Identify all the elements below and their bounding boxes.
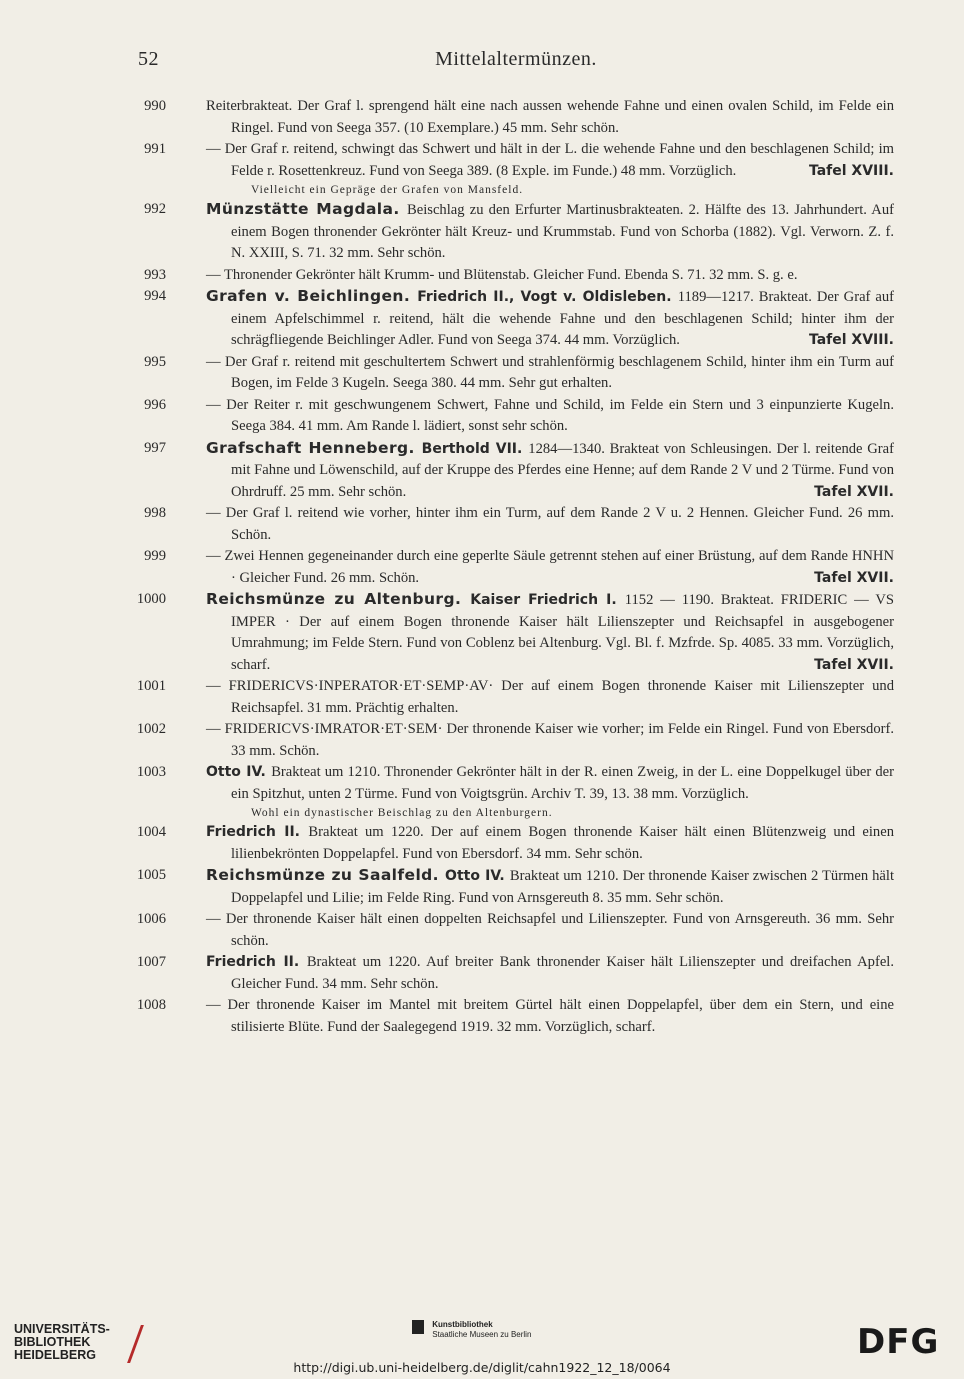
- catalog-entry: [120, 265, 894, 287]
- catalog-entry: [120, 719, 894, 762]
- catalog-entry: [120, 139, 894, 199]
- entry-number: 1005: [136, 867, 166, 883]
- kb-line1: Kunstbibliothek: [432, 1320, 493, 1329]
- page-number: 52: [138, 48, 159, 70]
- entry-text: — FRIDERICVS·INPERATOR·ET·SEMP·AV· Der auf einem Bogen thronende Kaiser mit Lilienszepter und Reichsapfel. 31 mm. Prächtig erhalten.: [206, 678, 894, 716]
- entry-ruler: Friedrich II.: [206, 954, 307, 970]
- entry-heading: Reichsmünze zu Saalfeld.: [206, 866, 446, 884]
- plate-reference: Tafel XVII.: [814, 569, 894, 586]
- entry-body: [206, 265, 894, 287]
- entry-text: Beischlag zu den Erfurter Martinusbrakteaten. 2. Hälfte des 13. Jahrhundert. Auf einem Bogen thronender Gekrönter hält Kreuz- und Krummstab. Fund von Schorba (1882). Vgl. Verworn. Z. f. N. XXIII, S. 71. 32 mm. Sehr schön.: [231, 202, 894, 261]
- entry-number: 993: [144, 266, 166, 283]
- entry-ruler: Berthold VII.: [421, 440, 529, 457]
- entry-text: Brakteat um 1210. Thronender Gekrönter hält in der R. einen Zweig, in der L. eine Doppelkugel über der ein Spitzhut, unten 2 Türme. Fund von Voigtsgrün. Archiv T. 39, 13. 38 mm. Vorzüglich.: [231, 764, 894, 802]
- plate-reference: Tafel XVII.: [814, 483, 894, 500]
- entry-text: 1152 — 1190. Brakteat. FRIDERIC — VS IMPER · Der auf einem Bogen thronende Kaiser hält Lilienszepter und Reichsapfel in ausgebogener Umrahmung; im Felde Stern. Fund von Coblenz bei Altenburg. Vgl. Bl. f. Mzfrde. Sp. 4085. 33 mm. Vorzüglich, scharf.: [231, 592, 894, 673]
- entry-number: 1001: [136, 678, 166, 694]
- entry-heading: Reichsmünze zu Altenburg.: [206, 590, 471, 608]
- plate-reference: Tafel XVIII.: [808, 162, 894, 179]
- entry-text: — Thronender Gekrönter hält Krumm- und Blütenstab. Gleicher Fund. Ebenda S. 71. 32 mm. S. g. e.: [206, 266, 798, 283]
- entry-body: [206, 762, 894, 822]
- entry-text: — FRIDERICVS·IMRATOR·ET·SEM· Der thronende Kaiser wie vorher; im Felde ein Ringel. Fund von Ebersdorf. 33 mm. Schön.: [206, 721, 894, 759]
- catalog-entry: [120, 546, 894, 589]
- catalog-entry: [120, 676, 894, 719]
- entry-number: 1002: [136, 721, 166, 737]
- catalog-entry: [120, 952, 894, 995]
- entry-body: [206, 719, 894, 762]
- logo-mark-icon: [113, 1325, 144, 1363]
- entry-text: 1189—1217. Brakteat. Der Graf auf einem Apfelschimmel r. reitend, hält die wehende Fahne und den beschlagenen Schild; hinter ihm der schrägfliegende Beichlinger Adler. Fund von Seega 374. 44 mm. Vorzüglich.: [231, 289, 895, 348]
- entry-body: [206, 909, 894, 952]
- entry-number: 999: [144, 548, 166, 564]
- catalog-entry: [120, 589, 894, 676]
- entry-number: 996: [144, 396, 166, 413]
- entry-number: 1000: [136, 591, 166, 607]
- dfg-logo[interactable]: DFG: [857, 1322, 940, 1362]
- entry-number: 997: [144, 439, 166, 456]
- entry-body: [206, 139, 894, 199]
- entry-body: [206, 676, 894, 719]
- catalog-entry: [120, 762, 894, 822]
- catalog-entry: [120, 438, 894, 504]
- entry-text: — Zwei Hennen gegeneinander durch eine geperlte Säule getrennt stehen auf einer Brüstung, auf dem Rande HNHN · Gleicher Fund. 26 mm. Schön.: [206, 548, 894, 586]
- entry-ruler: Kaiser Friedrich I.: [470, 592, 625, 608]
- catalog-entry: [120, 503, 894, 546]
- entry-number: 994: [144, 288, 166, 304]
- entry-number: 1006: [136, 911, 166, 927]
- entry-heading: Münzstätte Magdala.: [206, 200, 407, 218]
- entry-number: 990: [144, 98, 166, 114]
- entry-ruler: Friedrich II., Vogt v. Oldisleben.: [417, 289, 678, 305]
- entry-heading: Grafschaft Henneberg.: [206, 438, 422, 457]
- plate-reference: Tafel XVIII.: [808, 332, 894, 348]
- entry-text: Brakteat um 1210. Der thronende Kaiser zwischen 2 Türmen hält Doppelapfel und Lilie; im Felde Ring. Fund von Arnsgereuth 8. 35 mm. Sehr schön.: [231, 868, 895, 906]
- entry-ruler: Otto IV.: [206, 764, 272, 780]
- catalog-entry: [120, 995, 894, 1038]
- entry-text: — Der Graf r. reitend mit geschultertem Schwert und strahlenförmig beschlagenem Schild, hinter ihm ein Turm auf Bogen, im Felde 3 Kugeln. Seega 380. 44 mm. Sehr gut erhalten.: [206, 353, 894, 391]
- bear-icon: [412, 1320, 424, 1334]
- lib-line2: BIBLIOTHEK: [14, 1335, 91, 1349]
- entry-ruler: Otto IV.: [445, 868, 510, 884]
- entry-body: [206, 438, 894, 504]
- plate-reference: Tafel XVII.: [814, 656, 894, 673]
- entry-body: [206, 286, 894, 352]
- entry-number: 995: [144, 353, 166, 370]
- entry-body: [206, 395, 894, 438]
- entry-number: 998: [144, 505, 166, 521]
- entry-number: 1008: [136, 997, 166, 1013]
- catalog-entry: [120, 395, 894, 438]
- lib-line3: HEIDELBERG: [14, 1348, 96, 1362]
- catalog-entries: [120, 96, 894, 1038]
- entry-text: — Der Graf l. reitend wie vorher, hinter ihm ein Turm, auf dem Rande 2 V u. 2 Hennen. Gleicher Fund. 26 mm. Schön.: [206, 505, 894, 543]
- catalog-entry: [120, 96, 894, 139]
- page-header: [138, 48, 894, 78]
- entry-number: 992: [144, 201, 166, 217]
- entry-body: [206, 546, 894, 589]
- entry-number: 1004: [136, 824, 166, 840]
- entry-body: [206, 952, 894, 995]
- entry-number: 991: [144, 141, 166, 157]
- source-url[interactable]: http://digi.ub.uni-heidelberg.de/diglit/cahn1922_12_18/0064: [293, 1360, 671, 1375]
- page-title: Mittelaltermünzen.: [435, 48, 597, 70]
- entry-text: — Der thronende Kaiser im Mantel mit breitem Gürtel hält einen Doppelapfel, über dem ein Stern, und eine stilisierte Blüte. Fund der Saalegegend 1919. 32 mm. Vorzüglich, scharf.: [206, 997, 894, 1035]
- entry-note: Vielleicht ein Gepräge der Grafen von Mansfeld.: [251, 184, 524, 196]
- footer-bar: [0, 1300, 964, 1379]
- catalog-entry: [120, 909, 894, 952]
- entry-ruler: Friedrich II.: [206, 824, 309, 840]
- lib-line1: UNIVERSITÄTS-: [14, 1322, 110, 1336]
- entry-body: [206, 96, 894, 139]
- entry-text: Reiterbrakteat. Der Graf l. sprengend hält eine nach aussen wehende Fahne und einen ovalen Schild, im Felde ein Ringel. Fund von Seega 357. (10 Exemplare.) 45 mm. Sehr schön.: [206, 98, 894, 136]
- entry-body: [206, 352, 894, 395]
- entry-note: Wohl ein dynastischer Beischlag zu den Altenburgern.: [251, 807, 553, 819]
- catalog-entry: [120, 352, 894, 395]
- entry-text: — Der thronende Kaiser hält einen doppelten Reichsapfel und Lilienszepter. Fund von Arnsgereuth. 36 mm. Sehr schön.: [206, 911, 894, 949]
- entry-body: [206, 865, 894, 909]
- kb-line2: Staatliche Museen zu Berlin: [432, 1330, 532, 1339]
- entry-text: Brakteat um 1220. Auf breiter Bank thronender Kaiser hält Lilienszepter und dreifachen Apfel. Gleicher Fund. 34 mm. Sehr schön.: [231, 954, 894, 992]
- entry-body: [206, 995, 894, 1038]
- entry-text: 1284—1340. Brakteat von Schleusingen. Der l. reitende Graf mit Fahne und Löwenschild, auf der Kruppe des Pferdes eine Henne; auf dem Rande 2 V und 2 Türme. Fund von Ohrdruff. 25 mm. Sehr schön.: [231, 440, 894, 500]
- entry-body: [206, 822, 894, 865]
- catalog-entry: [120, 822, 894, 865]
- entry-text: — Der Graf r. reitend, schwingt das Schwert und hält in der L. die wehende Fahne und den beschlagenen Schild; im Felde r. Rosettenkreuz. Fund von Seega 389. (8 Exple. im Funde.) 48 mm. Vorzüglich.: [206, 141, 894, 179]
- kunstbibliothek-logo[interactable]: [412, 1320, 531, 1340]
- entry-body: [206, 589, 894, 676]
- entry-heading: Grafen v. Beichlingen.: [206, 287, 418, 305]
- entry-text: — Der Reiter r. mit geschwungenem Schwert, Fahne und Schild, im Felde ein Stern und 3 einpunzierte Kugeln. Seega 384. 41 mm. Am Rande l. lädiert, sonst sehr schön.: [206, 396, 894, 434]
- entry-text: Brakteat um 1220. Der auf einem Bogen thronende Kaiser hält einen Blütenzweig und einen lilienbekrönten Doppelapfel. Fund von Ebersdorf. 34 mm. Sehr schön.: [231, 824, 894, 862]
- catalog-entry: [120, 865, 894, 909]
- entry-body: [206, 199, 894, 265]
- catalog-entry: [120, 199, 894, 265]
- uni-heidelberg-logo[interactable]: [14, 1323, 110, 1362]
- entry-number: 1007: [136, 954, 166, 970]
- catalog-entry: [120, 286, 894, 352]
- entry-body: [206, 503, 894, 546]
- entry-number: 1003: [136, 764, 166, 780]
